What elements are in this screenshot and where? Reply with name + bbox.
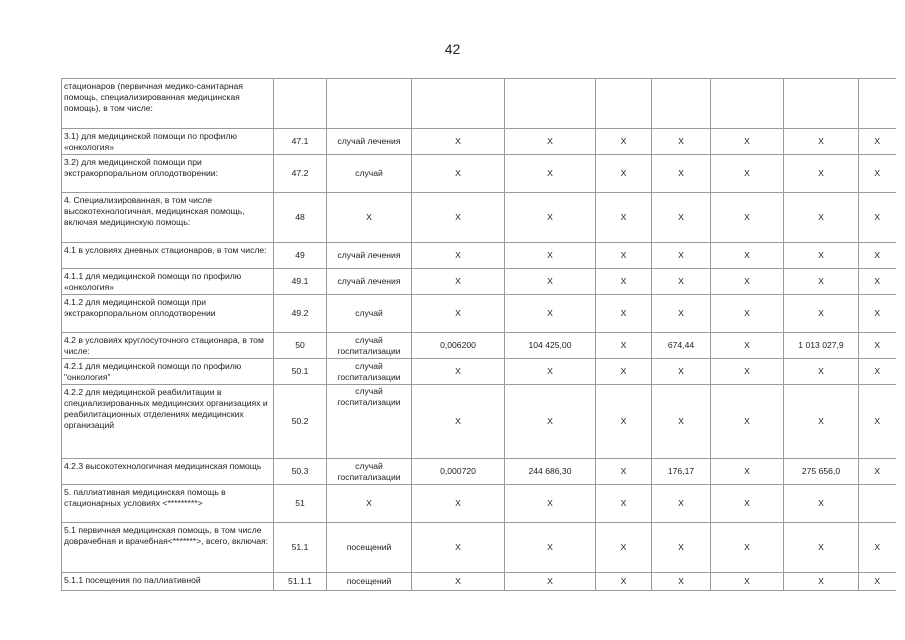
row-value-cell: 176,17: [652, 459, 711, 485]
table-row: [62, 243, 896, 269]
row-value-cell: 1 013 027,9: [784, 333, 859, 359]
row-value-cell: X: [596, 459, 652, 485]
table-row: [62, 155, 896, 193]
row-value-cell: 244 686,30: [505, 459, 596, 485]
row-value-cell: X: [784, 155, 859, 193]
row-value-cell: X: [596, 155, 652, 193]
page-number: 42: [444, 41, 461, 57]
row-unit-cell: посещений: [327, 523, 412, 573]
row-unit-cell: случай госпитализации: [327, 359, 412, 385]
row-code-cell: 50: [274, 333, 327, 359]
row-value-cell: X: [412, 385, 505, 459]
row-value-cell: X: [711, 243, 784, 269]
row-unit-cell: X: [327, 193, 412, 243]
row-name-cell: 4.2.3 высокотехнологичная медицинская помощь: [62, 459, 274, 485]
row-value-cell: X: [596, 193, 652, 243]
row-unit-cell: случай лечения: [327, 243, 412, 269]
row-value-cell: 0,000720: [412, 459, 505, 485]
row-name-cell: 3.1) для медицинской помощи по профилю «онкология»: [62, 129, 274, 155]
table-row: [62, 129, 896, 155]
table-row: [62, 523, 896, 573]
row-code-cell: 51: [274, 485, 327, 523]
row-code-cell: 51.1.1: [274, 573, 327, 591]
row-value-cell: [784, 79, 859, 129]
row-value-cell: X: [784, 573, 859, 591]
row-value-cell: X: [784, 359, 859, 385]
row-unit-cell: случай госпитализации: [327, 385, 412, 459]
row-value-cell: X: [652, 269, 711, 295]
row-code-cell: 50.3: [274, 459, 327, 485]
row-value-cell: X: [784, 243, 859, 269]
row-code-cell: 51.1: [274, 523, 327, 573]
row-value-cell: X: [784, 193, 859, 243]
row-unit-cell: случай госпитализации: [327, 459, 412, 485]
row-value-cell: X: [505, 269, 596, 295]
row-unit-cell: X: [327, 485, 412, 523]
row-value-cell: X: [859, 359, 896, 385]
row-unit-cell: случай лечения: [327, 129, 412, 155]
row-value-cell: 0,006200: [412, 333, 505, 359]
row-value-cell: X: [505, 359, 596, 385]
row-value-cell: X: [596, 243, 652, 269]
row-name-cell: 4. Специализированная, в том числе высокотехнологичная, медицинская помощь, включая медицинскую помощь:: [62, 193, 274, 243]
row-value-cell: X: [784, 129, 859, 155]
row-name-cell: 5.1.1 посещения по паллиативной: [62, 573, 274, 591]
row-value-cell: X: [784, 295, 859, 333]
row-value-cell: [652, 79, 711, 129]
row-value-cell: X: [505, 523, 596, 573]
row-name-cell: 5. паллиативная медицинская помощь в стационарных условиях <*********>: [62, 485, 274, 523]
row-value-cell: X: [412, 295, 505, 333]
data-table: [61, 78, 896, 591]
row-name-cell: стационаров (первичная медико-санитарная помощь, специализированная медицинская помощь), в том числе:: [62, 79, 274, 129]
row-value-cell: X: [412, 129, 505, 155]
row-value-cell: X: [859, 129, 896, 155]
row-value-cell: X: [505, 193, 596, 243]
table-row: [62, 385, 896, 459]
row-value-cell: X: [505, 485, 596, 523]
row-value-cell: X: [412, 485, 505, 523]
row-value-cell: X: [711, 485, 784, 523]
row-value-cell: X: [859, 295, 896, 333]
row-value-cell: X: [505, 295, 596, 333]
row-code-cell: 50.2: [274, 385, 327, 459]
row-value-cell: X: [596, 269, 652, 295]
row-unit-cell: случай лечения: [327, 269, 412, 295]
row-value-cell: X: [596, 129, 652, 155]
row-value-cell: X: [652, 129, 711, 155]
row-value-cell: X: [711, 359, 784, 385]
row-unit-cell: случай: [327, 155, 412, 193]
row-unit-cell: [327, 79, 412, 129]
row-name-cell: 3.2) для медицинской помощи при экстракорпоральном оплодотворении:: [62, 155, 274, 193]
row-value-cell: X: [652, 523, 711, 573]
row-value-cell: X: [596, 333, 652, 359]
row-value-cell: X: [652, 155, 711, 193]
row-value-cell: X: [711, 295, 784, 333]
row-value-cell: X: [859, 459, 896, 485]
row-value-cell: X: [652, 573, 711, 591]
row-code-cell: 47.1: [274, 129, 327, 155]
row-name-cell: 4.1.1 для медицинской помощи по профилю «онкология»: [62, 269, 274, 295]
table-row: [62, 333, 896, 359]
table-row: [62, 459, 896, 485]
row-value-cell: 674,44: [652, 333, 711, 359]
row-code-cell: 49.1: [274, 269, 327, 295]
row-value-cell: X: [711, 129, 784, 155]
row-code-cell: 49: [274, 243, 327, 269]
row-value-cell: X: [859, 333, 896, 359]
row-value-cell: X: [596, 295, 652, 333]
row-code-cell: 48: [274, 193, 327, 243]
row-value-cell: X: [711, 193, 784, 243]
row-value-cell: 275 656,0: [784, 459, 859, 485]
row-value-cell: X: [652, 295, 711, 333]
row-value-cell: X: [859, 243, 896, 269]
row-value-cell: X: [652, 193, 711, 243]
row-unit-cell: случай: [327, 295, 412, 333]
row-value-cell: [859, 485, 896, 523]
row-value-cell: X: [505, 155, 596, 193]
row-value-cell: [711, 79, 784, 129]
row-value-cell: X: [711, 155, 784, 193]
table-row: [62, 269, 896, 295]
row-value-cell: X: [652, 385, 711, 459]
row-value-cell: X: [596, 385, 652, 459]
table-row: [62, 193, 896, 243]
row-value-cell: X: [505, 129, 596, 155]
row-value-cell: X: [711, 385, 784, 459]
row-value-cell: X: [412, 573, 505, 591]
row-value-cell: X: [711, 333, 784, 359]
table-row: [62, 359, 896, 385]
row-value-cell: [859, 79, 896, 129]
row-name-cell: 4.2.2 для медицинской реабилитации в специализированных медицинских организациях и реабилитационных отделениях медицинских организаций: [62, 385, 274, 459]
row-value-cell: X: [859, 523, 896, 573]
row-value-cell: X: [412, 193, 505, 243]
row-value-cell: X: [859, 193, 896, 243]
row-value-cell: X: [652, 359, 711, 385]
row-value-cell: X: [784, 485, 859, 523]
row-code-cell: [274, 79, 327, 129]
row-value-cell: X: [412, 269, 505, 295]
row-value-cell: X: [784, 269, 859, 295]
row-unit-cell: случай госпитализации: [327, 333, 412, 359]
row-value-cell: X: [505, 385, 596, 459]
row-value-cell: X: [596, 359, 652, 385]
row-value-cell: [596, 79, 652, 129]
row-code-cell: 50.1: [274, 359, 327, 385]
row-value-cell: X: [652, 243, 711, 269]
row-value-cell: X: [859, 385, 896, 459]
row-name-cell: 4.2 в условиях круглосуточного стационара, в том числе:: [62, 333, 274, 359]
row-value-cell: X: [784, 385, 859, 459]
row-value-cell: X: [859, 573, 896, 591]
row-value-cell: X: [596, 485, 652, 523]
row-value-cell: [505, 79, 596, 129]
row-value-cell: X: [596, 523, 652, 573]
row-name-cell: 4.1 в условиях дневных стационаров, в том числе:: [62, 243, 274, 269]
table-row: [62, 485, 896, 523]
row-value-cell: X: [711, 573, 784, 591]
row-code-cell: 49.2: [274, 295, 327, 333]
row-name-cell: 5.1 первичная медицинская помощь, в том числе доврачебная и врачебная<*******>, всего, включая:: [62, 523, 274, 573]
row-unit-cell: посещений: [327, 573, 412, 591]
row-value-cell: X: [711, 523, 784, 573]
row-value-cell: X: [505, 573, 596, 591]
row-name-cell: 4.1.2 для медицинской помощи при экстракорпоральном оплодотворении: [62, 295, 274, 333]
row-value-cell: X: [711, 269, 784, 295]
row-value-cell: X: [596, 573, 652, 591]
table-row: [62, 295, 896, 333]
row-code-cell: 47.2: [274, 155, 327, 193]
row-value-cell: [412, 79, 505, 129]
row-value-cell: X: [784, 523, 859, 573]
row-value-cell: X: [412, 155, 505, 193]
row-value-cell: X: [859, 269, 896, 295]
row-value-cell: X: [412, 359, 505, 385]
row-value-cell: X: [412, 243, 505, 269]
table-row: [62, 573, 896, 591]
row-value-cell: X: [652, 485, 711, 523]
row-value-cell: X: [859, 155, 896, 193]
row-value-cell: X: [711, 459, 784, 485]
row-value-cell: X: [412, 523, 505, 573]
row-name-cell: 4.2.1 для медицинской помощи по профилю "онкология": [62, 359, 274, 385]
row-value-cell: 104 425,00: [505, 333, 596, 359]
row-value-cell: X: [505, 243, 596, 269]
table-row: [62, 79, 896, 129]
